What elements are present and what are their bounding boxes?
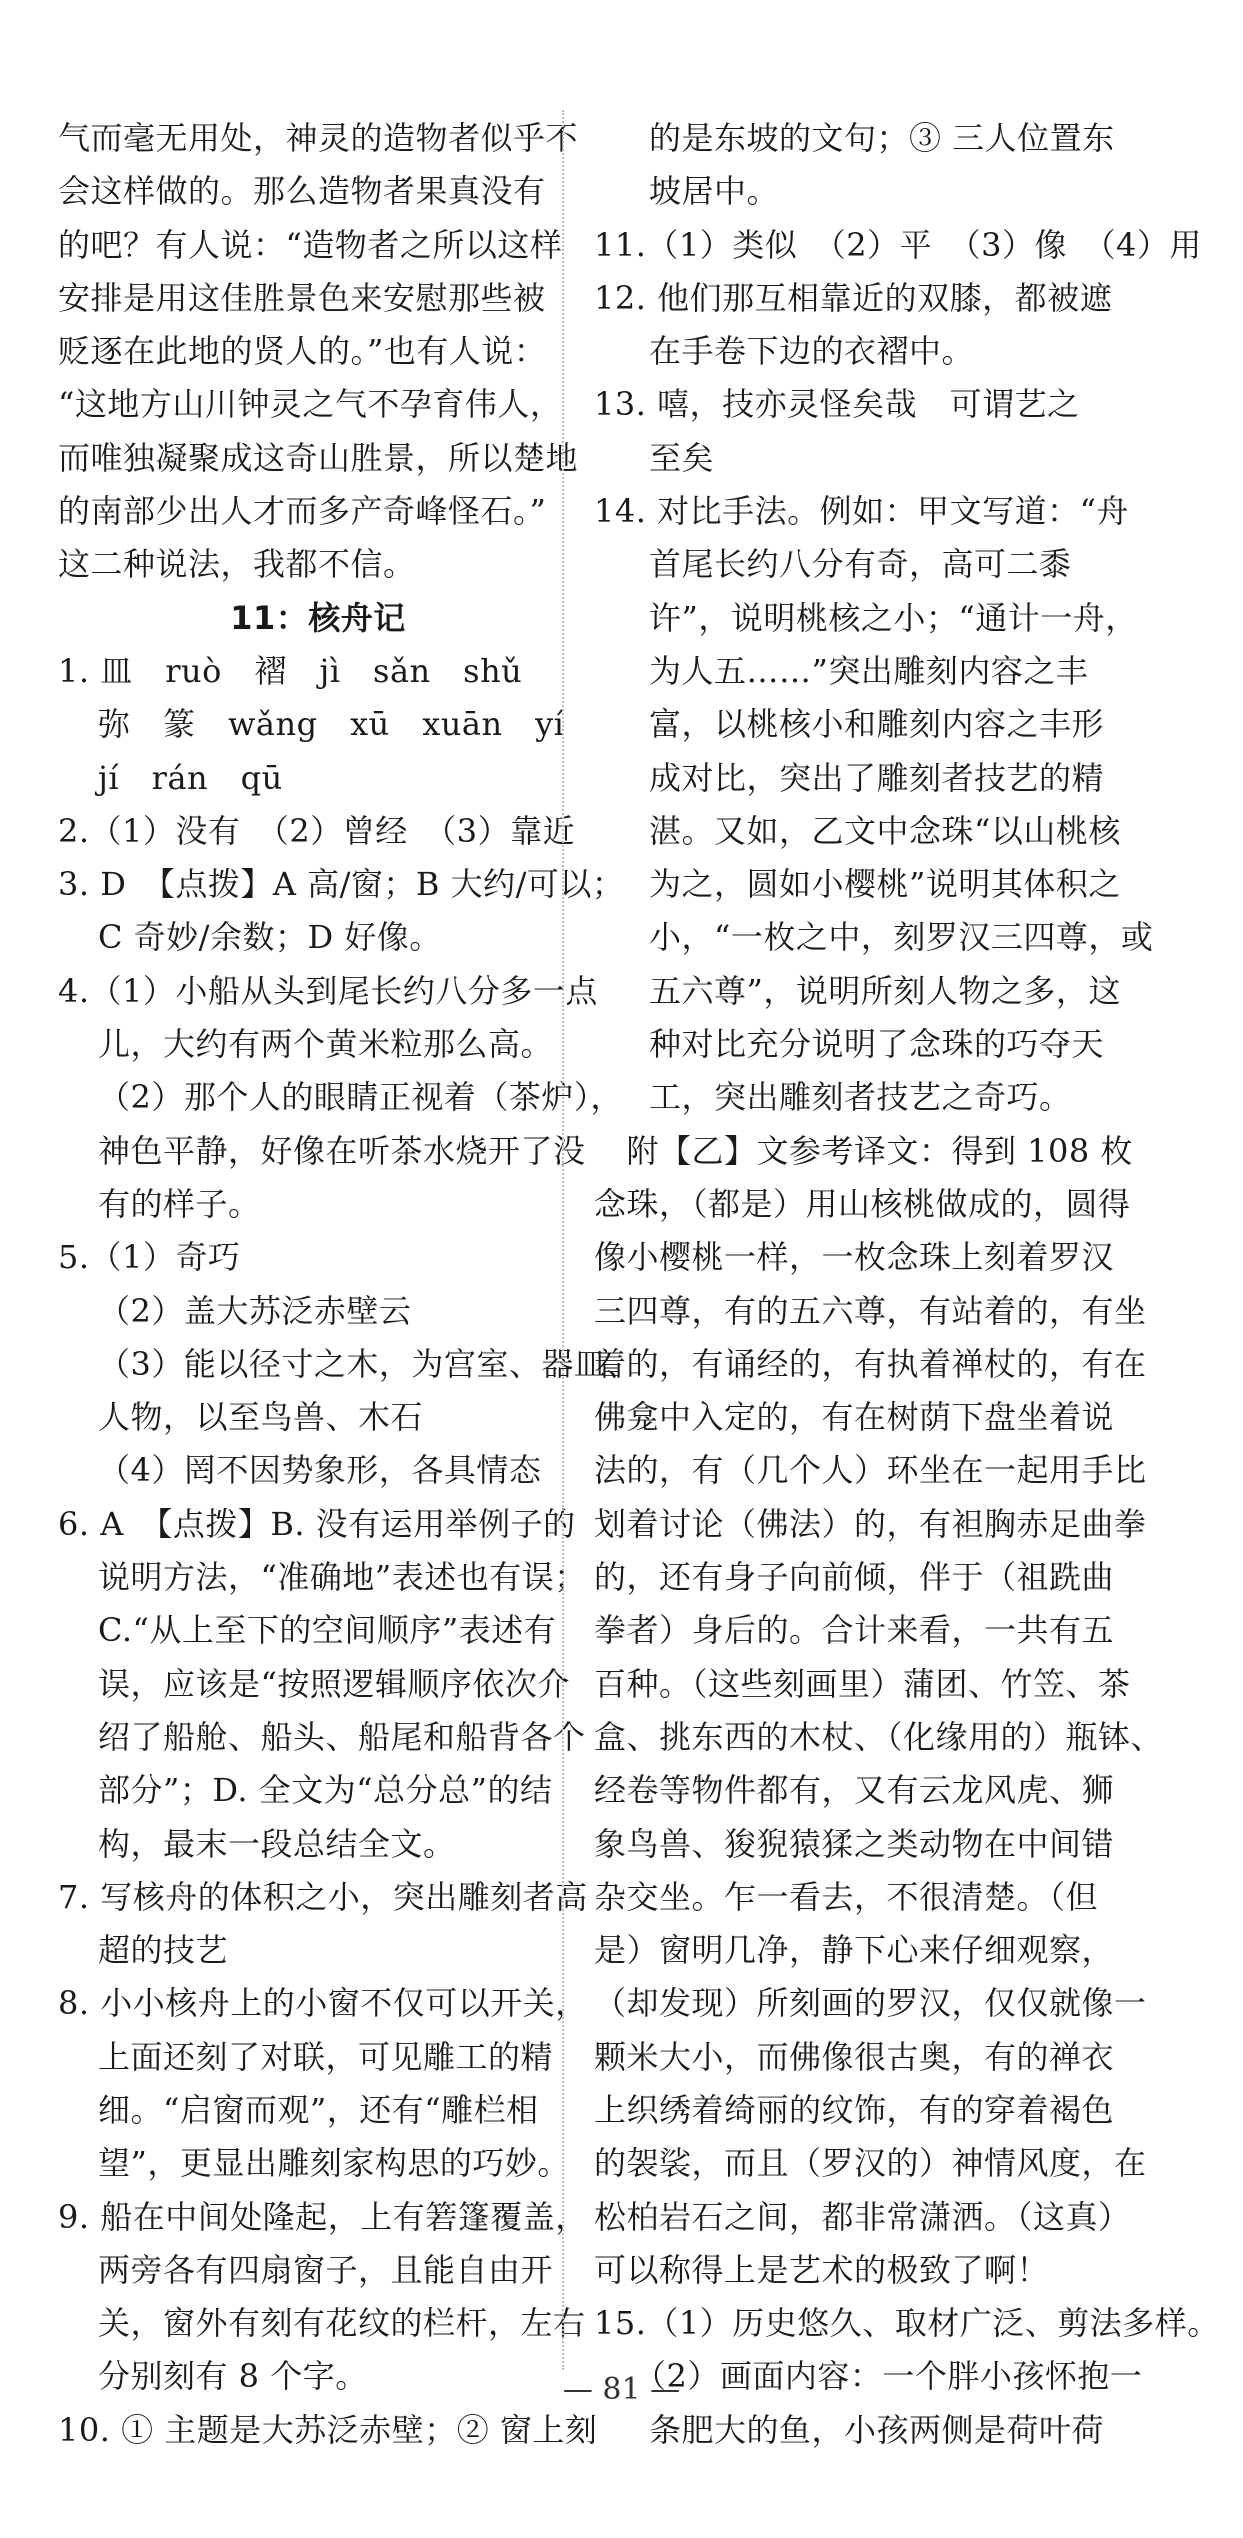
text-line: （2）盖大苏泛赤壁云 xyxy=(98,1291,412,1330)
text-line: 小，“一枚之中，刻罗汉三四尊，或 xyxy=(649,918,1154,957)
text-line: 盒、挑东西的木杖、（化缘用的）瓶钵、 xyxy=(594,1717,1164,1756)
text-line: 误，应该是“按照逻辑顺序依次介 xyxy=(98,1664,570,1703)
text-line: 10. ① 主题是大苏泛赤壁；② 窗上刻 xyxy=(58,2410,598,2449)
text-line: 附【乙】文参考译文：得到 108 枚 xyxy=(594,1131,1133,1170)
text-line: 1. 皿 ruò 褶 jì sǎn shǔ xyxy=(58,651,523,690)
text-line: 象鸟兽、狻猊猿猱之类动物在中间错 xyxy=(594,1824,1115,1863)
text-line: 首尾长约八分有奇，高可二黍 xyxy=(649,545,1072,584)
text-line: 为人五……”突出雕刻内容之丰 xyxy=(649,651,1089,690)
text-line: 百种。（这些刻画里）蒲团、竹笠、茶 xyxy=(594,1664,1131,1703)
text-line: 绍了船舱、船头、船尾和船背各个 xyxy=(98,1717,586,1756)
text-line: 说明方法，“准确地”表述也有误； xyxy=(98,1558,587,1597)
text-line: “这地方山川钟灵之气不孕育伟人， xyxy=(58,385,563,424)
text-line: 3. D 【点拨】A 高/窗；B 大约/可以； xyxy=(58,865,625,904)
section-heading: 11：核舟记 xyxy=(230,598,406,637)
text-line: 拳者）身后的。合计来看，一共有五 xyxy=(594,1611,1115,1650)
text-line: 的，还有身子向前倾，伴于（祖跣曲 xyxy=(594,1558,1115,1597)
text-line: 的袈裟，而且（罗汉的）神情风度，在 xyxy=(594,2144,1147,2183)
text-line: （2）画面内容：一个胖小孩怀抱一 xyxy=(634,2357,1143,2396)
text-line: 是）窗明几净，静下心来仔细观察， xyxy=(594,1931,1115,1970)
text-line: 14. 对比手法。例如：甲文写道：“舟 xyxy=(594,492,1129,531)
text-line: 细。“启窗而观”，还有“雕栏相 xyxy=(98,2090,539,2129)
text-line: 坡居中。 xyxy=(649,172,780,211)
text-line: 经卷等物件都有，又有云龙风虎、狮 xyxy=(594,1771,1115,1810)
text-line: 儿，大约有两个黄米粒那么高。 xyxy=(98,1025,554,1064)
text-line: 构，最末一段总结全文。 xyxy=(98,1824,456,1863)
text-line: 湛。又如，乙文中念珠“以山桃核 xyxy=(649,811,1121,850)
text-line: 至矣 xyxy=(649,438,715,477)
text-line: 超的技艺 xyxy=(98,1931,229,1970)
text-line: C 奇妙/余数；D 好像。 xyxy=(98,918,442,957)
text-line: 法的，有（几个人）环坐在一起用手比 xyxy=(594,1451,1147,1490)
text-line: （2）那个人的眼睛正视着（茶炉）， xyxy=(98,1078,623,1117)
text-line: 像小樱桃一样，一枚念珠上刻着罗汉 xyxy=(594,1238,1115,1277)
text-line: 在手卷下边的衣褶中。 xyxy=(649,332,975,371)
page-number: — 81 — xyxy=(562,2372,681,2407)
text-line: 上织绣着绮丽的纹饰，有的穿着褐色 xyxy=(594,2090,1115,2129)
text-line: 4.（1）小船从头到尾长约八分多一点 xyxy=(58,971,598,1010)
text-line: 富，以桃核小和雕刻内容之丰形 xyxy=(649,705,1105,744)
text-line: 8. 小小核舟上的小窗不仅可以开关， xyxy=(58,1984,588,2023)
text-line: 条肥大的鱼，小孩两侧是荷叶荷 xyxy=(649,2410,1105,2449)
text-line: 5.（1）奇巧 xyxy=(58,1238,241,1277)
text-line: 7. 写核舟的体积之小，突出雕刻者高 xyxy=(58,1877,588,1916)
text-line: 有的样子。 xyxy=(98,1184,261,1223)
text-line: 成对比，突出了雕刻者技艺的精 xyxy=(649,758,1105,797)
text-line: 的是东坡的文句；③ 三人位置东 xyxy=(649,119,1115,157)
text-line: 的吧？有人说：“造物者之所以这样 xyxy=(58,225,563,264)
text-line: 15.（1）历史悠久、取材广泛、剪法多样。 xyxy=(594,2304,1220,2343)
text-line: 部分”；D. 全文为“总分总”的结 xyxy=(98,1771,553,1810)
text-line: C.“从上至下的空间顺序”表述有 xyxy=(98,1611,557,1650)
text-line: 两旁各有四扇窗子，且能自由开 xyxy=(98,2250,554,2289)
text-line: 11.（1）类似 （2）平 （3）像 （4）用 xyxy=(594,225,1202,264)
text-line: （4）罔不因势象形，各具情态 xyxy=(98,1451,542,1490)
text-line: 松柏岩石之间，都非常潇洒。（这真） xyxy=(594,2197,1131,2236)
text-line: 颗米大小，而佛像很古奥，有的禅衣 xyxy=(594,2037,1115,2076)
text-line: 的南部少出人才而多产奇峰怪石。” xyxy=(58,492,547,531)
text-line: （却发现）所刻画的罗汉，仅仅就像一 xyxy=(594,1984,1147,2023)
text-line: 种对比充分说明了念珠的巧夺天 xyxy=(649,1025,1105,1064)
text-line: 弥 篆 wǎng xū xuān yí xyxy=(98,705,565,744)
text-line: 上面还刻了对联，可见雕工的精 xyxy=(98,2037,554,2076)
text-line: 气而毫无用处，神灵的造物者似乎不 xyxy=(58,119,579,157)
text-line: 分别刻有 8 个字。 xyxy=(98,2357,368,2396)
text-line: 而唯独凝聚成这奇山胜景，所以楚地 xyxy=(58,438,579,477)
right-column xyxy=(594,112,1220,2457)
text-line: 关，窗外有刻有花纹的栏杆，左右 xyxy=(98,2304,586,2343)
text-line: 划着讨论（佛法）的，有袒胸赤足曲拳 xyxy=(594,1504,1147,1543)
text-line: jí rán qū xyxy=(98,758,283,797)
text-line: 三四尊，有的五六尊，有站着的，有坐 xyxy=(594,1291,1147,1330)
text-line: 工，突出雕刻者技艺之奇巧。 xyxy=(649,1078,1072,1117)
text-line: 6. A 【点拨】B. 没有运用举例子的 xyxy=(58,1504,576,1543)
text-line: （3）能以径寸之木，为宫室、器皿、 xyxy=(98,1344,639,1383)
text-line: 这二种说法，我都不信。 xyxy=(58,545,416,584)
text-line: 2.（1）没有 （2）曾经 （3）靠近 xyxy=(58,811,576,850)
text-line: 9. 船在中间处隆起，上有箬篷覆盖， xyxy=(58,2197,588,2236)
text-line: 念珠，（都是）用山核桃做成的，圆得 xyxy=(594,1184,1131,1223)
text-line: 人物，以至鸟兽、木石 xyxy=(98,1398,424,1437)
text-line: 贬逐在此地的贤人的。”也有人说： xyxy=(58,332,547,371)
text-line: 13. 嘻，技亦灵怪矣哉 可谓艺之 xyxy=(594,385,1080,424)
text-line: 为之，圆如小樱桃”说明其体积之 xyxy=(649,865,1121,904)
text-line: 佛龛中入定的，有在树荫下盘坐着说 xyxy=(594,1398,1115,1437)
text-line: 望”，更显出雕刻家构思的巧妙。 xyxy=(98,2144,570,2183)
text-line: 可以称得上是艺术的极致了啊！ xyxy=(594,2250,1050,2289)
text-line: 五六尊”，说明所刻人物之多，这 xyxy=(649,971,1121,1010)
text-line: 杂交坐。乍一看去，不很清楚。（但 xyxy=(594,1877,1099,1916)
text-line: 着的，有诵经的，有执着禅杖的，有在 xyxy=(594,1344,1147,1383)
text-line: 神色平静，好像在听茶水烧开了没 xyxy=(98,1131,586,1170)
text-line: 会这样做的。那么造物者果真没有 xyxy=(58,172,546,211)
text-line: 安排是用这佳胜景色来安慰那些被 xyxy=(58,278,546,317)
text-line: 12. 他们那互相靠近的双膝，都被遮 xyxy=(594,278,1113,317)
text-line: 许”，说明桃核之小；“通计一舟， xyxy=(649,598,1138,637)
column-divider xyxy=(562,110,564,2370)
